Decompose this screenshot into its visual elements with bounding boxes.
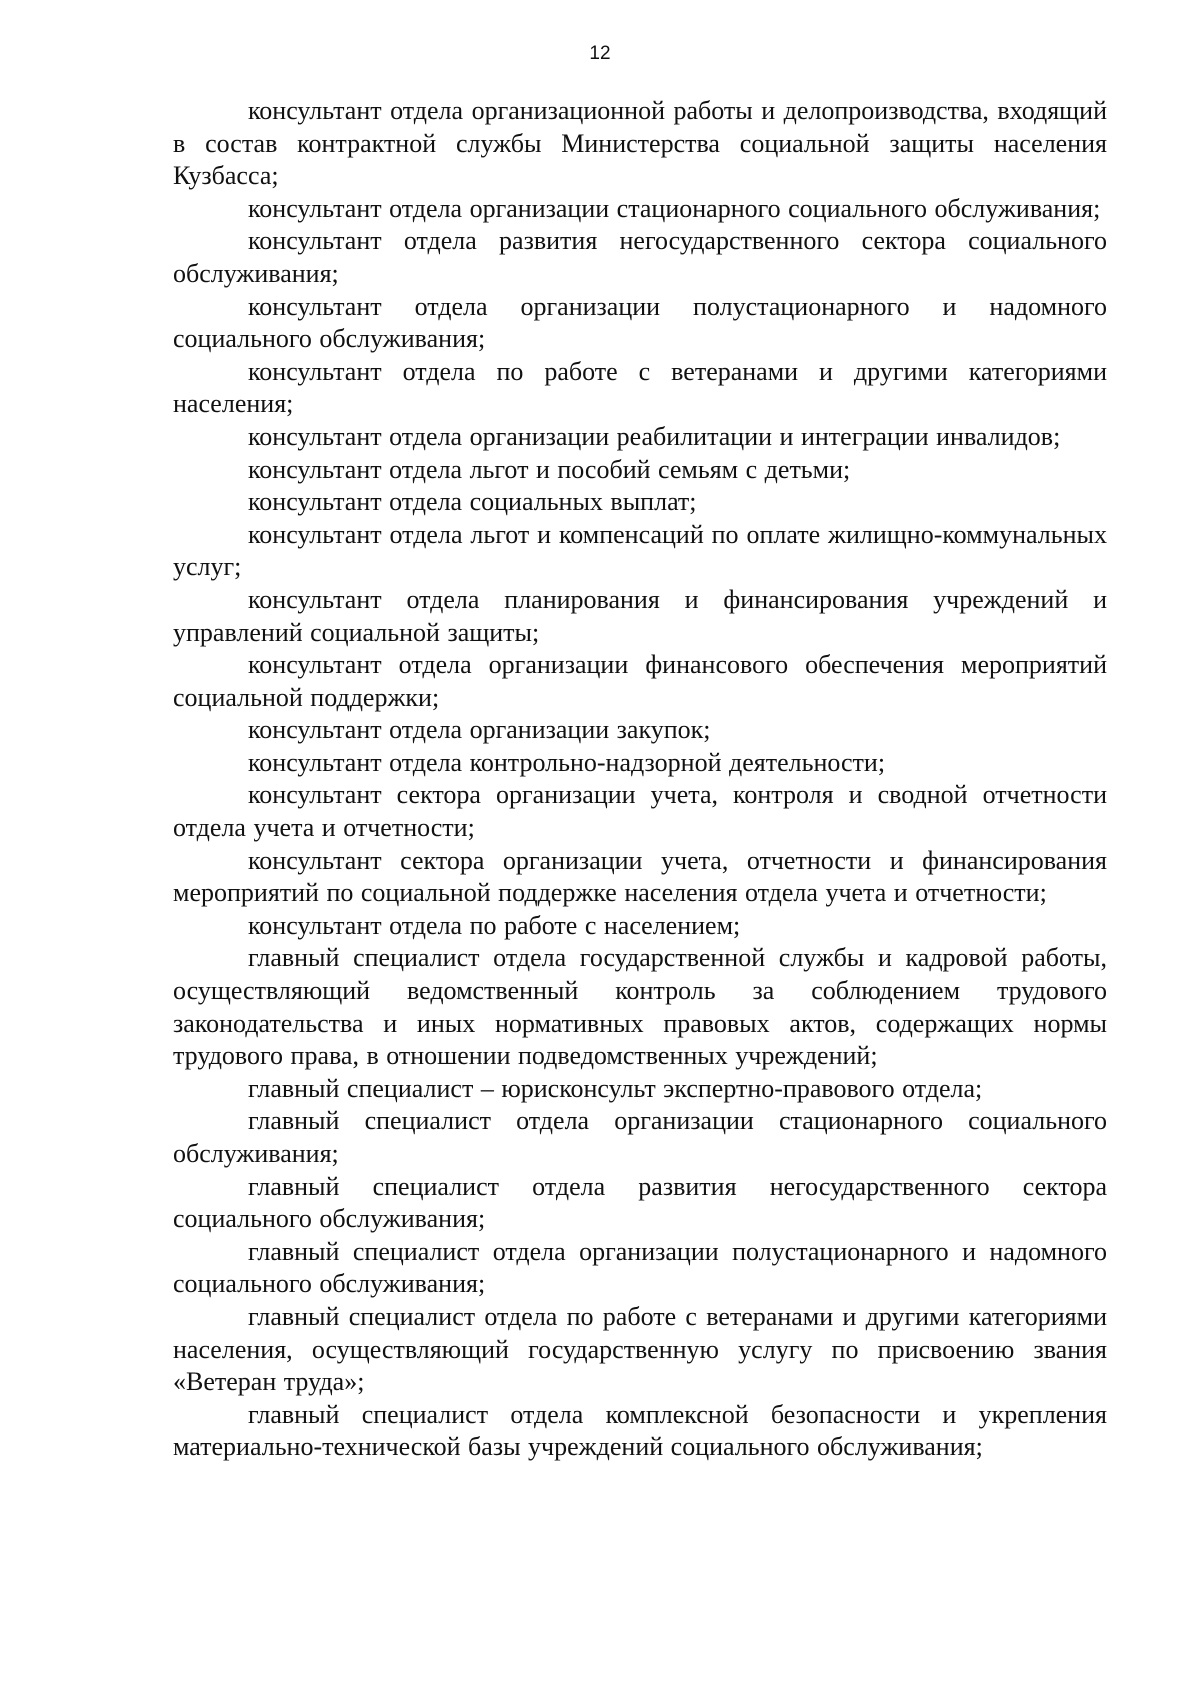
paragraph: главный специалист отдела развития негосударственного сектора социального обслуживания; <box>173 1171 1107 1234</box>
paragraph: главный специалист отдела организации стационарного социального обслуживания; <box>173 1106 1107 1168</box>
paragraph: консультант отдела организационной работы и делопроизводства, входящий в состав контрактной службы Министерства социальной защиты населения Кузбасса; <box>173 96 1107 191</box>
paragraph: консультант отдела организации реабилитации и интеграции инвалидов; <box>248 421 1061 451</box>
paragraph: консультант отдела организации финансового обеспечения мероприятий социальной поддержки; <box>173 650 1107 712</box>
paragraph: консультант отдела организации стационарного социального обслуживания; <box>248 193 1101 223</box>
paragraph: консультант отдела льгот и компенсаций по оплате жилищно-коммунальных услуг; <box>173 519 1107 582</box>
paragraph: главный специалист отдела по работе с ветеранами и другими категориями населения, осуществляющий государственную услугу по присвоению звания «Ветеран труда»; <box>173 1301 1107 1397</box>
paragraph: главный специалист отдела государственной службы и кадровой работы, осуществляющий ведомственный контроль за соблюдением трудового законодательства и иных нормативных правовых актов, содержащих нормы трудового права, в отношении подведомственных учреждений; <box>173 943 1107 1071</box>
paragraph: главный специалист отдела организации полустационарного и надомного социального обслуживания; <box>173 1236 1107 1299</box>
paragraph: консультант отдела по работе с населением; <box>248 910 741 940</box>
document-body <box>173 95 1107 1464</box>
paragraph: консультант отдела льгот и пособий семьям с детьми; <box>248 454 851 484</box>
paragraph: консультант отдела организации закупок; <box>248 715 711 745</box>
paragraph: консультант сектора организации учета, отчетности и финансирования мероприятий по социальной поддержке населения отдела учета и отчетности; <box>173 845 1107 908</box>
paragraph: консультант сектора организации учета, контроля и сводной отчетности отдела учета и отчетности; <box>173 780 1107 843</box>
paragraph: главный специалист – юрисконсульт экспертно-правового отдела; <box>248 1073 983 1103</box>
paragraph: консультант отдела организации полустационарного и надомного социального обслуживания; <box>173 291 1107 354</box>
page-number: 12 <box>589 43 611 64</box>
paragraph: главный специалист отдела комплексной безопасности и укрепления материально-технической базы учреждений социального обслуживания; <box>173 1399 1107 1462</box>
paragraph: консультант отдела контрольно-надзорной деятельности; <box>248 747 886 777</box>
paragraph: консультант отдела планирования и финансирования учреждений и управлений социальной защиты; <box>173 584 1107 647</box>
paragraph: консультант отдела социальных выплат; <box>248 487 697 517</box>
paragraph: консультант отдела развития негосударственного сектора социального обслуживания; <box>173 226 1107 288</box>
paragraph: консультант отдела по работе с ветеранами и другими категориями населения; <box>173 356 1107 419</box>
